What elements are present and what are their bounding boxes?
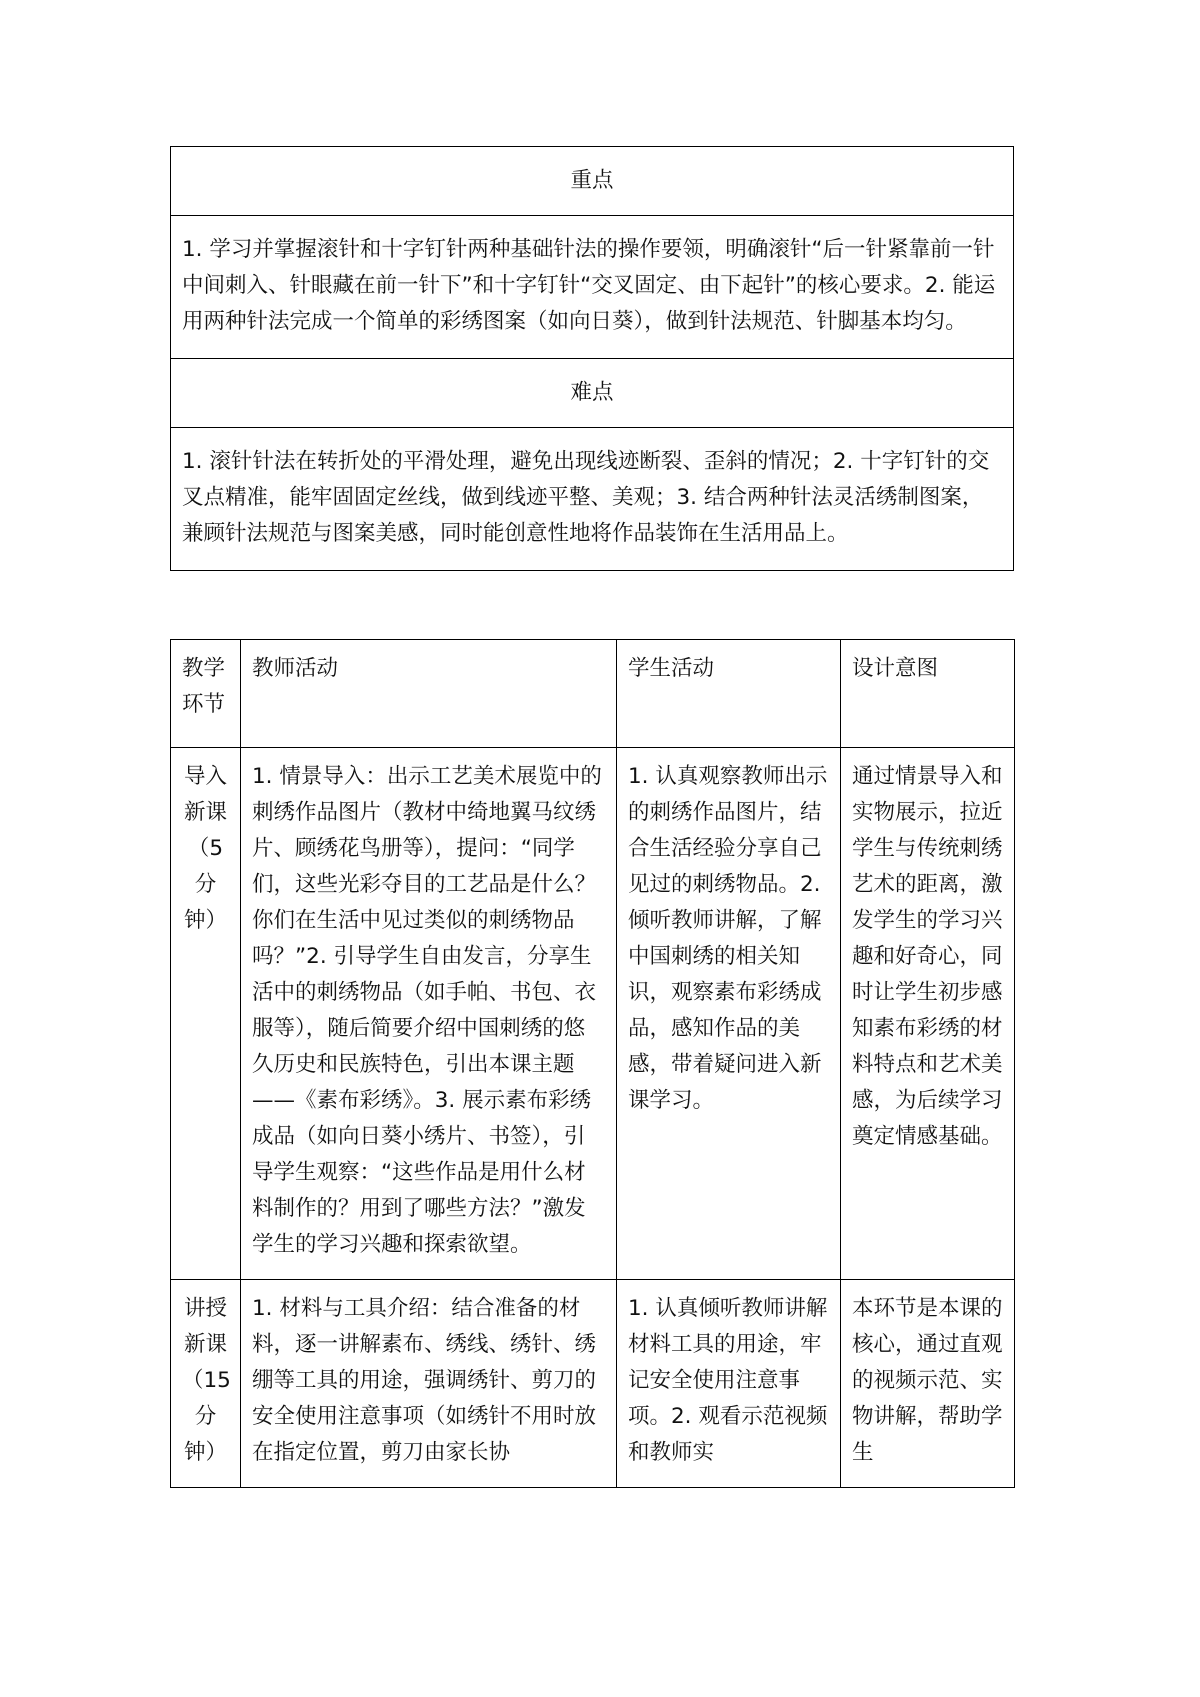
student-activity-cell: 1. 认真倾听教师讲解材料工具的用途，牢记安全使用注意事项。2. 观看示范视频和教师实 <box>617 1280 841 1488</box>
difficulties-content: 1. 滚针针法在转折处的平滑处理，避免出现线迹断裂、歪斜的情况；2. 十字钉针的交叉点精准，能牢固固定丝线，做到线迹平整、美观；3. 结合两种针法灵活绣制图案，兼顾针法规范与图案美感，同时能创意性地将作品装饰在生活用品上。 <box>171 428 1014 571</box>
stage-cell: 讲授新课（15分钟） <box>171 1280 241 1488</box>
focus-table <box>170 146 1014 571</box>
table-row <box>171 1280 1015 1488</box>
difficulties-heading: 难点 <box>171 359 1014 428</box>
key-points-heading: 重点 <box>171 147 1014 216</box>
header-stage: 教学环节 <box>171 640 241 748</box>
header-design-intent: 设计意图 <box>841 640 1015 748</box>
student-activity-cell: 1. 认真观察教师出示的刺绣作品图片，结合生活经验分享自己见过的刺绣物品。2. 倾听教师讲解，了解中国刺绣的相关知识，观察素布彩绣成品，感知作品的美感，带着疑问进入新课学习。 <box>617 748 841 1280</box>
teacher-activity-cell: 1. 情景导入：出示工艺美术展览中的刺绣作品图片（教材中绮地翼马纹绣片、顾绣花鸟册等），提问：“同学们，这些光彩夺目的工艺品是什么？你们在生活中见过类似的刺绣物品吗？”2. 引导学生自由发言，分享生活中的刺绣物品（如手帕、书包、衣服等），随后简要介绍中国刺绣的悠久历史和民族特色，引出本课主题——《素布彩绣》。3. 展示素布彩绣成品（如向日葵小绣片、书签），引导学生观察：“这些作品是用什么材料制作的？用到了哪些方法？”激发学生的学习兴趣和探索欲望。 <box>241 748 617 1280</box>
key-points-content: 1. 学习并掌握滚针和十字钉针两种基础针法的操作要领，明确滚针“后一针紧靠前一针中间刺入、针眼藏在前一针下”和十字钉针“交叉固定、由下起针”的核心要求。2. 能运用两种针法完成一个简单的彩绣图案（如向日葵），做到针法规范、针脚基本均匀。 <box>171 216 1014 359</box>
teacher-activity-cell: 1. 材料与工具介绍：结合准备的材料，逐一讲解素布、绣线、绣针、绣绷等工具的用途，强调绣针、剪刀的安全使用注意事项（如绣针不用时放在指定位置，剪刀由家长协 <box>241 1280 617 1488</box>
header-student-activity: 学生活动 <box>617 640 841 748</box>
teaching-process-table <box>170 639 1015 1488</box>
table-header-row <box>171 640 1015 748</box>
design-intent-cell: 通过情景导入和实物展示，拉近学生与传统刺绣艺术的距离，激发学生的学习兴趣和好奇心，同时让学生初步感知素布彩绣的材料特点和艺术美感，为后续学习奠定情感基础。 <box>841 748 1015 1280</box>
table-row <box>171 748 1015 1280</box>
design-intent-cell: 本环节是本课的核心，通过直观的视频示范、实物讲解，帮助学生 <box>841 1280 1015 1488</box>
header-teacher-activity: 教师活动 <box>241 640 617 748</box>
stage-cell: 导入新课（5分钟） <box>171 748 241 1280</box>
